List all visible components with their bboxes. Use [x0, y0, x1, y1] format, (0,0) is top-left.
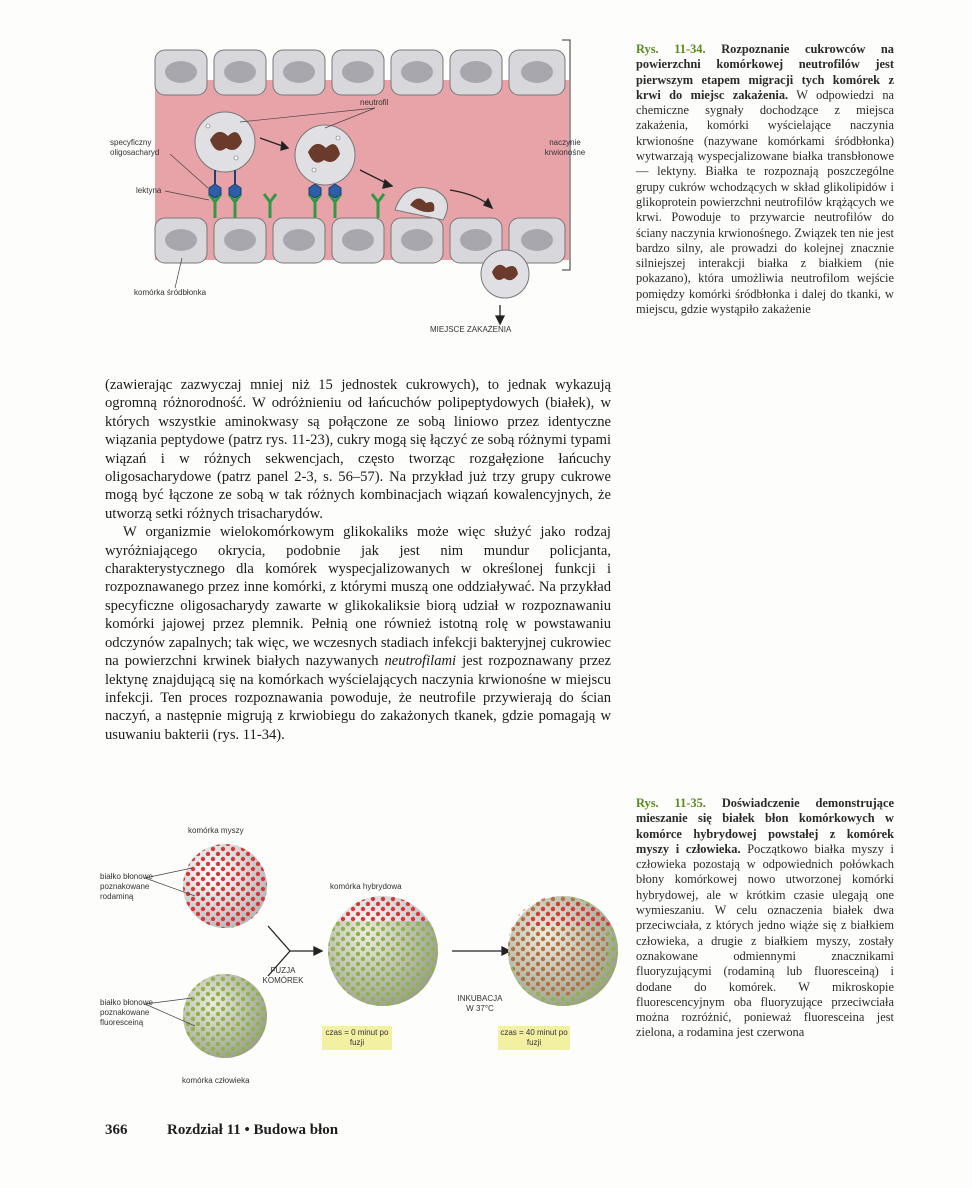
- cell-fusion-diagram: [100, 826, 620, 1096]
- label-mouse-protein: białko błonowe poznakowane rodaminą: [100, 872, 153, 901]
- label-human-cell: komórka człowieka: [182, 1076, 250, 1085]
- label-lectin: lektyna: [136, 186, 162, 195]
- page-number: 366: [105, 1122, 128, 1138]
- caption-1135-number: Rys. 11-35.: [636, 796, 706, 810]
- caption-1134-text: W odpowiedzi na chemiczne sygnały dochodzące z miejsca zakażenia, komórki wyścielające naczynia krwionośne (nazywane komórkami śródbłonka) wytwarzają wyspecjalizowane białka transbłonowe — lektyny. Białka te rozpoznają poszczególne grupy cukrów wchodzących w skład glikolipidów i glikoprotein powierzchni neutrofilów krążących we krwi. Powoduje to przywarcie neutrofilów do ściany naczynia krwionośnego. Związek ten nie jest bardzo silny, ale prowadzi do kolejnej znacznie silniejszej interakcji białka z białkiem (nie pokazano), która umożliwia neutrofilom wejście pomiędzy komórki śródbłonka i dalej do tkanki, w miejscu, gdzie wystąpiło zakażenie: [636, 87, 895, 317]
- chapter-title: Budowa błon: [253, 1122, 339, 1138]
- label-fusion: FUZJA KOMÓREK: [262, 966, 304, 985]
- label-mouse-cell: komórka myszy: [188, 826, 244, 835]
- footer-separator: •: [244, 1122, 250, 1138]
- neutrophil-adhering: [295, 125, 355, 185]
- caption-1135-text: Początkowo białka myszy i człowieka pozostają w odpowiednich połówkach błony komórkowej nowo utworzonej komórki hybrydowej, ale w krótkim czasie ulegają one wymieszaniu. W celu oznaczenia białek dwa przeciwciała, z których jedno wiąże się z białkiem człowieka, a drugie z białkiem myszy, zostały oznakowane odmiennymi znacznikami fluoryzującymi (rodaminą lub fluoresceiną) i dodane do komórek. W mikroskopie fluorescencyjnym oba fluoryzujące przeciwciała można rozróżnić, ponieważ fluoresceina jest zielona, a rodamina jest czerwona: [636, 841, 894, 1040]
- hybrid-cell-t0: [328, 896, 438, 1006]
- page-footer: [105, 1122, 338, 1139]
- caption-figure-11-34: [636, 42, 894, 317]
- label-human-protein: białko błonowe poznakowane fluoresceiną: [100, 998, 153, 1027]
- caption-1134-number: Rys. 11-34.: [636, 42, 706, 56]
- label-blood-vessel: naczynie krwionośne: [544, 138, 586, 157]
- hybrid-cell-t40: [508, 896, 620, 1011]
- label-hybrid-cell: komórka hybrydowa: [330, 882, 402, 891]
- figure-11-34: [110, 30, 586, 340]
- mouse-cell: [183, 844, 267, 928]
- chapter-label: Rozdział 11: [167, 1122, 241, 1138]
- body-paragraph-2: W organizmie wielokomórkowym glikokaliks może więc służyć jako rodzaj wyróżniającego okrycia, podobnie jak jest nim mundur policjanta, charakterystycznego dla komórek wyspecjalizowanych w określonej funkcji i rozpoznawanego przez inne komórki, z którymi muszą one oddziaływać. Na przykład specyficzne oligosacharydy zawarte w glikokaliksie biorą udział w rozpoznawaniu komórki jajowej przez plemnik. Pełnią one również istotną rolę w powstawaniu odczynów zapalnych; tak więc, we wczesnych stadiach infekcji bakteryjnej cukrowiec na powierzchni krwinek białych nazywanych neutrofilami jest rozpoznawany przez lektynę znajdującą się na komórkach wyścielających naczynia krwionośne w miejscu infekcji. Ten proces rozpoznawania powoduje, że neutrofile przywierają do ścian naczyń, a następnie migrują z krwiobiegu do zakażonych tkanek, gdzie pomagają w usuwaniu bakterii (rys. 11-34).: [105, 524, 611, 743]
- main-body-text: [105, 376, 611, 744]
- caption-1135-title: Doświadczenie demonstrujące mieszanie się białek błon komórkowych w komórce hybrydowej powstałej z komórek myszy i człowieka.: [636, 796, 894, 856]
- body-paragraph-1: (zawierając zazwyczaj mniej niż 15 jednostek cukrowych), to jednak wykazują ogromną różnorodność. W odróżnieniu od łańcuchów polipeptydowych (białek), w których wszystkie aminokwasy są połączone ze sobą liniowo przez identyczne wiązania peptydowe (patrz rys. 11-23), cukry mogą się łączyć ze sobą różnymi typami wiązań i w różnych sekwencjach, często tworząc rozgałęzione łańcuchy oligosacharydowe (patrz panel 2-3, s. 56–57). Na przykład już trzy grupy cukrowe mogą być łączone ze sobą w tak różnych kombinacjach wiązań kowalencyjnych, że utworzą setki różnych trisacharydów.: [105, 377, 611, 522]
- caption-1134-title: Rozpoznanie cukrowców na powierzchni komórkowej neutrofilów jest pierwszym etapem migracji tych komórek z krwi do miejsc zakażenia.: [636, 42, 894, 102]
- caption-figure-11-35: [636, 796, 894, 1041]
- label-oligosaccharide: specyficzny oligosacharyd: [110, 138, 160, 157]
- label-infection-site: MIEJSCE ZAKAŻENIA: [430, 325, 512, 334]
- neutrophils-term: neutrofilami: [384, 653, 457, 670]
- neutrophil-in-tissue: [481, 250, 529, 298]
- label-incubation: INKUBACJA W 37°C: [457, 994, 503, 1013]
- badge-time-0: czas = 0 minut po fuzji: [322, 1026, 392, 1050]
- human-cell: [183, 974, 267, 1058]
- label-neutrophils: neutrofil: [360, 98, 389, 107]
- label-endothelial-cell: komórka śródbłonka: [134, 288, 207, 297]
- figure-11-35: [100, 826, 620, 1096]
- badge-time-40: czas = 40 minut po fuzji: [498, 1026, 570, 1050]
